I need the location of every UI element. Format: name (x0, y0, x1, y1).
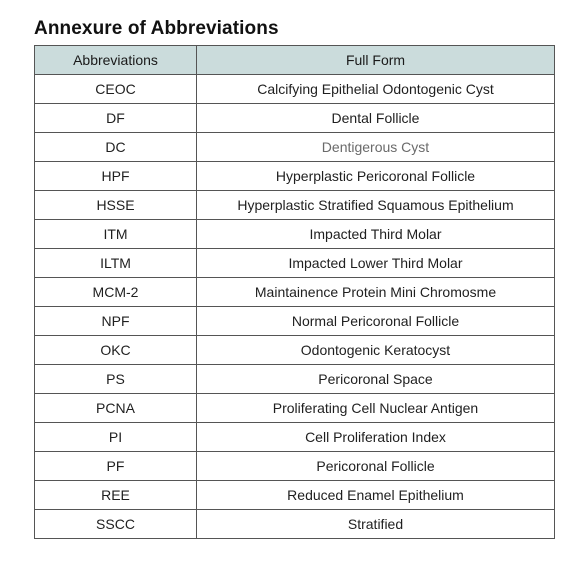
column-header-abbreviations: Abbreviations (35, 46, 197, 75)
page-title: Annexure of Abbreviations (34, 18, 279, 39)
full-form-cell: Calcifying Epithelial Odontogenic Cyst (197, 75, 555, 104)
full-form-cell: Dental Follicle (197, 104, 555, 133)
full-form-cell: Odontogenic Keratocyst (197, 336, 555, 365)
full-form-cell: Dentigerous Cyst (197, 133, 555, 162)
table-row (35, 394, 555, 423)
abbreviation-cell: NPF (35, 307, 197, 336)
table-row (35, 307, 555, 336)
abbreviation-cell: PCNA (35, 394, 197, 423)
table-row (35, 365, 555, 394)
full-form-cell: Pericoronal Space (197, 365, 555, 394)
abbreviation-cell: SSCC (35, 510, 197, 539)
abbreviation-cell: DF (35, 104, 197, 133)
full-form-cell: Hyperplastic Pericoronal Follicle (197, 162, 555, 191)
full-form-cell: Cell Proliferation Index (197, 423, 555, 452)
full-form-cell: Reduced Enamel Epithelium (197, 481, 555, 510)
table-row (35, 510, 555, 539)
abbreviation-cell: ITM (35, 220, 197, 249)
full-form-cell: Pericoronal Follicle (197, 452, 555, 481)
table-row (35, 336, 555, 365)
table-row (35, 191, 555, 220)
table-row (35, 220, 555, 249)
abbreviation-cell: PF (35, 452, 197, 481)
column-header-full-form: Full Form (197, 46, 555, 75)
table-row (35, 104, 555, 133)
table-row (35, 452, 555, 481)
table-row (35, 162, 555, 191)
full-form-cell: Stratified (197, 510, 555, 539)
full-form-cell: Impacted Third Molar (197, 220, 555, 249)
full-form-cell: Hyperplastic Stratified Squamous Epithelium (197, 191, 555, 220)
table-row (35, 133, 555, 162)
abbreviation-cell: PS (35, 365, 197, 394)
abbreviations-table (34, 45, 555, 539)
abbreviation-cell: HPF (35, 162, 197, 191)
full-form-cell: Impacted Lower Third Molar (197, 249, 555, 278)
table-row (35, 423, 555, 452)
abbreviation-cell: ILTM (35, 249, 197, 278)
abbreviation-cell: MCM-2 (35, 278, 197, 307)
full-form-cell: Normal Pericoronal Follicle (197, 307, 555, 336)
table-row (35, 75, 555, 104)
abbreviation-cell: PI (35, 423, 197, 452)
table-row (35, 481, 555, 510)
abbreviation-cell: OKC (35, 336, 197, 365)
abbreviation-cell: REE (35, 481, 197, 510)
abbreviation-cell: HSSE (35, 191, 197, 220)
abbreviation-cell: DC (35, 133, 197, 162)
full-form-cell: Proliferating Cell Nuclear Antigen (197, 394, 555, 423)
table-row (35, 278, 555, 307)
table-row (35, 249, 555, 278)
full-form-cell: Maintainence Protein Mini Chromosme (197, 278, 555, 307)
abbreviation-cell: CEOC (35, 75, 197, 104)
table-header-row (35, 46, 555, 75)
